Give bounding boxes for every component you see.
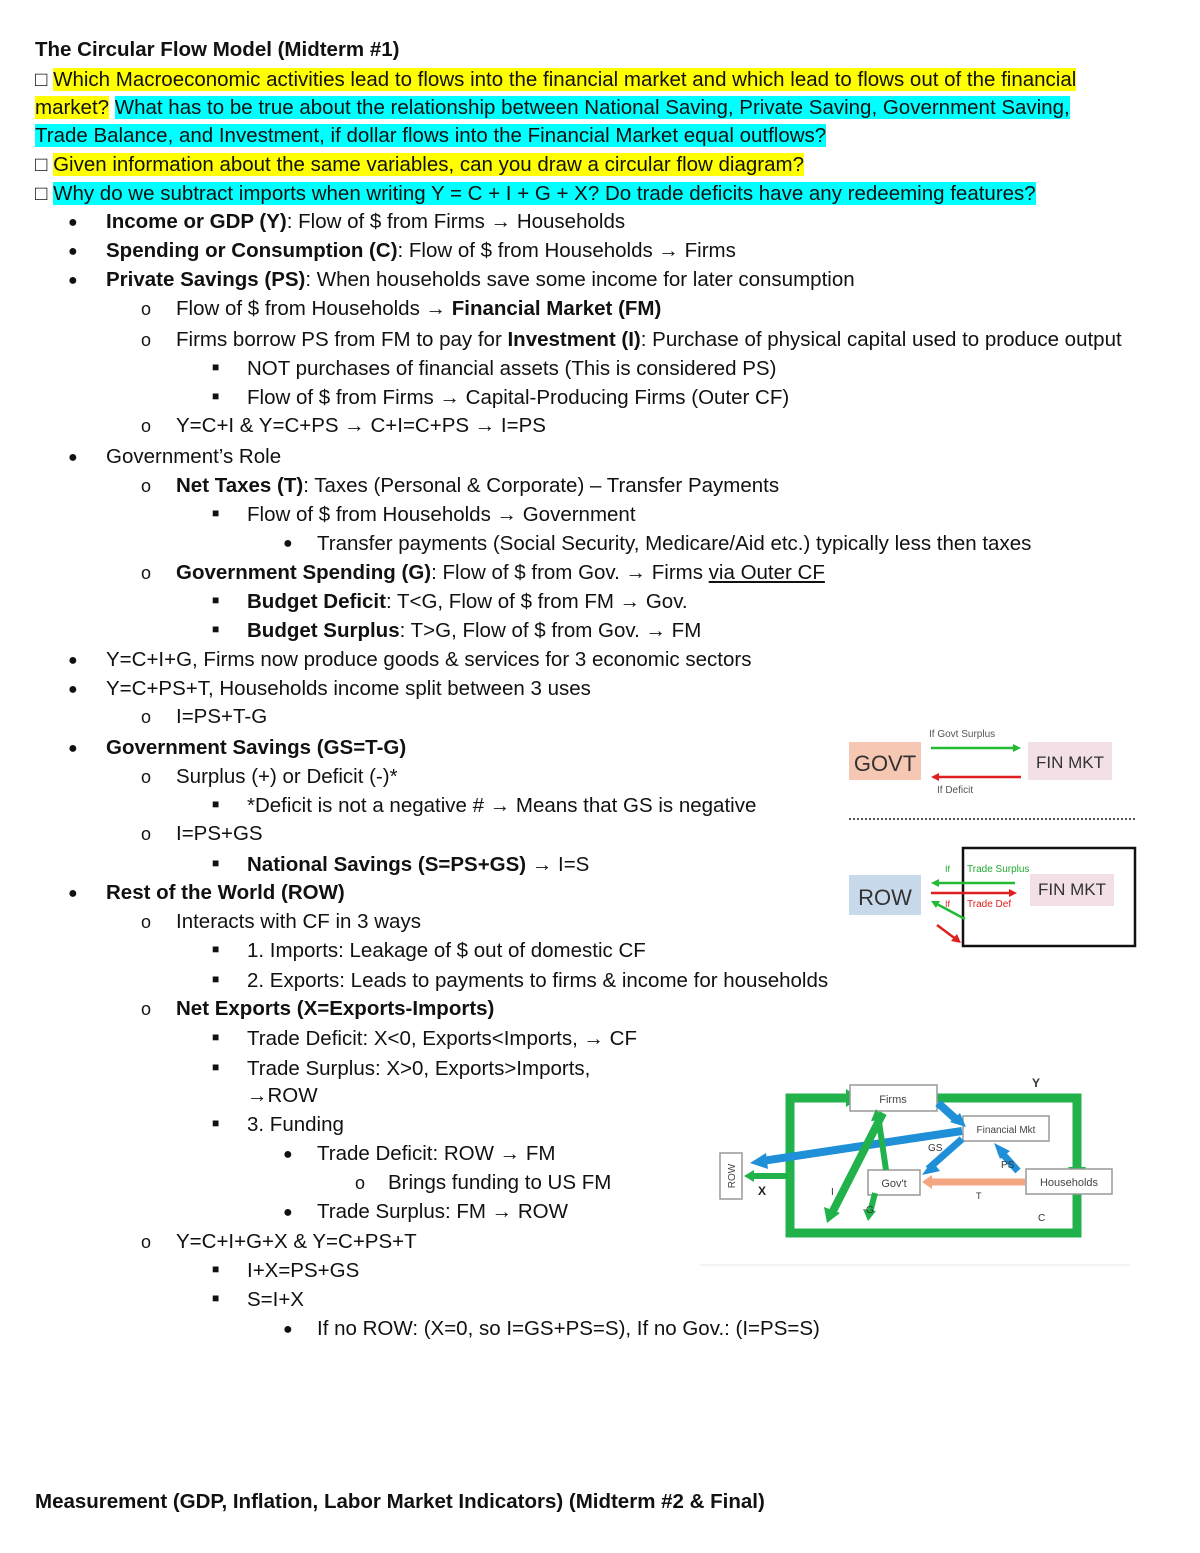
bullet: o bbox=[141, 999, 152, 1019]
checkbox[interactable]: □ bbox=[35, 68, 48, 91]
bullet: ● bbox=[283, 535, 293, 552]
bullet: ● bbox=[68, 272, 78, 289]
bullet: ■ bbox=[212, 360, 220, 374]
list-item: Flow of $ from Households → Government bbox=[247, 503, 636, 526]
bullet: ● bbox=[283, 1321, 293, 1338]
firms-label: Firms bbox=[879, 1094, 907, 1106]
list-item: Government’s Role bbox=[106, 445, 282, 468]
bullet: ■ bbox=[212, 1030, 220, 1044]
list-item: I+X=PS+GS bbox=[247, 1259, 360, 1282]
bullet: ■ bbox=[212, 622, 220, 636]
list-item: Firms borrow PS from FM to pay for Investment (I): Purchase of physical capital used to produce output bbox=[176, 328, 1122, 351]
question-1-line-3 bbox=[35, 122, 826, 150]
question-2-text: Given information about the same variables, can you draw a circular flow diagram? bbox=[53, 153, 804, 176]
question-1-line-1 bbox=[35, 66, 1076, 94]
bullet: o bbox=[141, 330, 152, 350]
list-item: Net Exports (X=Exports-Imports) bbox=[176, 997, 495, 1020]
list-item: Budget Deficit: T<G, Flow of $ from FM → Gov. bbox=[247, 590, 688, 613]
surplus-label: If Govt Surplus bbox=[929, 729, 996, 740]
circular-flow-diagram bbox=[700, 1073, 1140, 1268]
list-item: Flow of $ from Households → Financial Market (FM) bbox=[176, 297, 662, 320]
bullet: ● bbox=[68, 243, 78, 260]
list-item: If no ROW: (X=0, so I=GS+PS=S), If no Gov.: (I=PS=S) bbox=[317, 1317, 820, 1340]
households-label: Households bbox=[1039, 1177, 1099, 1189]
list-item: Government Spending (G): Flow of $ from Gov. → Firms via Outer CF bbox=[176, 561, 825, 584]
deficit-label: If Deficit bbox=[937, 785, 974, 796]
list-item: Flow of $ from Firms → Capital-Producing Firms (Outer CF) bbox=[247, 386, 790, 409]
bullet: ● bbox=[68, 652, 78, 669]
list-item: Transfer payments (Social Security, Medicare/Aid etc.) typically less then taxes bbox=[317, 532, 1032, 555]
trade-deficit-label: Trade Def bbox=[967, 899, 1012, 910]
govt-spending-arrow bbox=[878, 1115, 886, 1170]
list-item: Y=C+I & Y=C+PS → C+I=C+PS → I=PS bbox=[176, 414, 546, 437]
row-label: ROW bbox=[727, 1163, 738, 1189]
svg-text:T: T bbox=[976, 1191, 982, 1201]
question-2 bbox=[35, 151, 804, 179]
list-item: Brings funding to US FM bbox=[388, 1171, 612, 1194]
question-1-line-2 bbox=[35, 94, 1070, 122]
bullet: ● bbox=[68, 885, 78, 902]
row-finmkt-diagram bbox=[845, 845, 1145, 955]
govt-label: Gov't bbox=[881, 1178, 907, 1190]
list-item: Y=C+PS+T, Households income split between 3 uses bbox=[106, 677, 591, 700]
list-item: Budget Surplus: T>G, Flow of $ from Gov. → FM bbox=[247, 619, 702, 642]
svg-text:If: If bbox=[945, 864, 951, 874]
trade-surplus-label: Trade Surplus bbox=[967, 864, 1030, 875]
svg-text:Y: Y bbox=[1032, 1076, 1041, 1090]
list-item: Income or GDP (Y): Flow of $ from Firms → Households bbox=[106, 210, 626, 233]
bullet: o bbox=[141, 563, 152, 583]
list-item: Interacts with CF in 3 ways bbox=[176, 910, 421, 933]
page-title: The Circular Flow Model (Midterm #1) bbox=[35, 38, 400, 61]
bullet: ■ bbox=[212, 1060, 220, 1074]
question-3-text: Why do we subtract imports when writing Y = C + I + G + X? Do trade deficits have any redeeming features? bbox=[53, 182, 1036, 205]
bullet: ● bbox=[283, 1204, 293, 1221]
bullet: ● bbox=[68, 681, 78, 698]
list-item: S=I+X bbox=[247, 1288, 304, 1311]
list-item: Y=C+I+G, Firms now produce goods & services for 3 economic sectors bbox=[106, 648, 752, 671]
bullet: ■ bbox=[212, 1116, 220, 1130]
svg-text:C: C bbox=[1038, 1213, 1046, 1224]
bullet: ■ bbox=[212, 506, 220, 520]
checkbox[interactable]: □ bbox=[35, 153, 48, 176]
list-item: Trade Surplus: X>0, Exports>Imports, bbox=[247, 1057, 591, 1080]
question-1-text-end: market? bbox=[35, 96, 110, 119]
bullet: ● bbox=[68, 214, 78, 231]
bullet: ■ bbox=[212, 942, 220, 956]
list-item: Net Taxes (T): Taxes (Personal & Corporate) – Transfer Payments bbox=[176, 474, 780, 497]
list-item: NOT purchases of financial assets (This is considered PS) bbox=[247, 357, 777, 380]
list-item: I=PS+GS bbox=[176, 822, 263, 845]
bullet: ● bbox=[283, 1146, 293, 1163]
list-item: Trade Surplus: FM → ROW bbox=[317, 1200, 568, 1223]
question-1-text: Which Macroeconomic activities lead to flows into the financial market and which lead to flows out of the financial bbox=[53, 68, 1077, 91]
list-item: 3. Funding bbox=[247, 1113, 344, 1136]
checkbox[interactable]: □ bbox=[35, 182, 48, 205]
list-item: 2. Exports: Leads to payments to firms & income for households bbox=[247, 969, 829, 992]
list-item-continuation: →ROW bbox=[247, 1084, 318, 1107]
list-item: 1. Imports: Leakage of $ out of domestic CF bbox=[247, 939, 646, 962]
question-3 bbox=[35, 180, 1036, 208]
section-heading: Measurement (GDP, Inflation, Labor Market Indicators) (Midterm #2 & Final) bbox=[35, 1490, 765, 1513]
bullet: o bbox=[141, 299, 152, 319]
govt-finmkt-diagram bbox=[845, 722, 1145, 827]
list-item: Government Savings (GS=T-G) bbox=[106, 736, 407, 759]
svg-text:X: X bbox=[758, 1184, 767, 1198]
svg-text:GS: GS bbox=[928, 1143, 943, 1154]
list-item: Y=C+I+G+X & Y=C+PS+T bbox=[176, 1230, 417, 1253]
bullet: ■ bbox=[212, 972, 220, 986]
bullet: o bbox=[141, 476, 152, 496]
list-item: I=PS+T-G bbox=[176, 705, 268, 728]
svg-text:G: G bbox=[866, 1205, 874, 1216]
bullet: ● bbox=[68, 740, 78, 757]
bullet: ■ bbox=[212, 389, 220, 403]
finmkt-label: FIN MKT bbox=[1036, 753, 1104, 772]
bullet: ■ bbox=[212, 593, 220, 607]
bullet: o bbox=[141, 767, 152, 787]
bullet: o bbox=[141, 416, 152, 436]
bullet: o bbox=[141, 707, 152, 727]
question-1b-text-end: Trade Balance, and Investment, if dollar flows into the Financial Market equal outflows? bbox=[35, 124, 827, 147]
svg-text:I: I bbox=[831, 1187, 834, 1198]
bullet: ■ bbox=[212, 797, 220, 811]
govt-label: GOVT bbox=[853, 751, 917, 776]
bullet: ■ bbox=[212, 1262, 220, 1276]
list-item: *Deficit is not a negative # → Means that GS is negative bbox=[247, 794, 757, 817]
list-item: Private Savings (PS): When households save some income for later consumption bbox=[106, 268, 855, 291]
bullet: o bbox=[141, 824, 152, 844]
finmkt-label: FIN MKT bbox=[1038, 880, 1106, 899]
bullet: ■ bbox=[212, 856, 220, 870]
financial-mkt-label: Financial Mkt bbox=[976, 1125, 1036, 1136]
list-item: Surplus (+) or Deficit (-)* bbox=[176, 765, 398, 788]
bullet: ● bbox=[68, 449, 78, 466]
question-1b-text: What has to be true about the relationship between National Saving, Private Saving, Government Saving, bbox=[114, 96, 1070, 119]
svg-text:PS: PS bbox=[1001, 1160, 1015, 1171]
bullet: ■ bbox=[212, 1291, 220, 1305]
bullet: o bbox=[355, 1173, 366, 1193]
list-item: Rest of the World (ROW) bbox=[106, 881, 345, 904]
list-item: Spending or Consumption (C): Flow of $ from Households → Firms bbox=[106, 239, 736, 262]
bullet: o bbox=[141, 1232, 152, 1252]
bullet: o bbox=[141, 912, 152, 932]
list-item: Trade Deficit: X<0, Exports<Imports, → CF bbox=[247, 1027, 638, 1050]
svg-text:If: If bbox=[945, 899, 951, 909]
list-item: National Savings (S=PS+GS) → I=S bbox=[247, 853, 590, 876]
row-label: ROW bbox=[858, 885, 912, 910]
list-item: Trade Deficit: ROW → FM bbox=[317, 1142, 556, 1165]
